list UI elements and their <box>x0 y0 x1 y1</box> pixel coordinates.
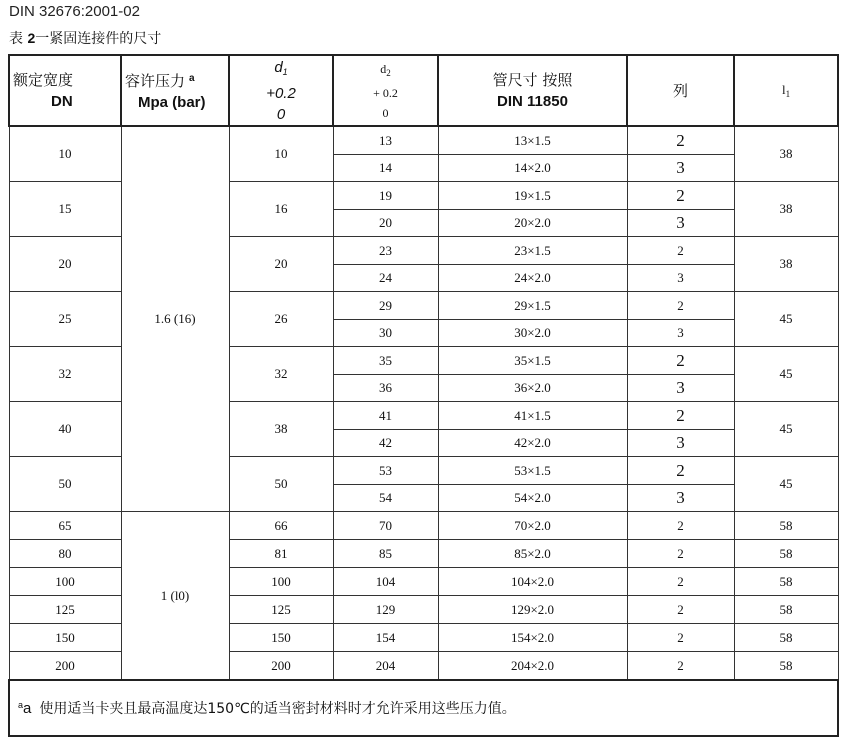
cell-nominal-width: 25 <box>9 292 121 347</box>
cell-d2: 129 <box>333 596 438 624</box>
cell-nominal-width: 32 <box>9 347 121 402</box>
cell-nominal-width: 20 <box>9 237 121 292</box>
cell-series: 3 <box>627 485 734 512</box>
clamp-dimensions-table <box>8 54 839 737</box>
cell-d2: 42 <box>333 430 438 457</box>
header-pipe-size <box>438 55 627 126</box>
cell-series: 3 <box>627 155 734 182</box>
header-dn-label: DN <box>51 92 73 110</box>
cell-d2: 30 <box>333 320 438 347</box>
table-row <box>9 126 838 155</box>
header-l1-subscript: 1 <box>785 89 791 99</box>
cell-series: 2 <box>627 568 734 596</box>
cell-series: 2 <box>627 512 734 540</box>
cell-series: 2 <box>627 624 734 652</box>
cell-pipe-size: 70×2.0 <box>438 512 627 540</box>
cell-pressure: 1 (l0) <box>121 512 229 681</box>
header-nominal-width-label: 额定宽度 <box>13 70 74 89</box>
cell-series: 2 <box>627 596 734 624</box>
footnote-text: 使用适当卡夹且最高温度达150℃的适当密封材料时才允许采用这些压力值。 <box>39 701 516 717</box>
cell-d1: 10 <box>229 126 333 182</box>
header-d1 <box>229 55 333 126</box>
header-d1-symbol: d <box>274 58 283 76</box>
cell-pipe-size: 53×1.5 <box>438 457 627 485</box>
cell-d2: 36 <box>333 375 438 402</box>
cell-d2: 14 <box>333 155 438 182</box>
header-d2-tolerance-minus: 0 <box>382 105 389 120</box>
cell-d1: 26 <box>229 292 333 347</box>
header-pressure-unit: Mpa (bar) <box>138 94 206 111</box>
header-pressure-footnote-marker: a <box>189 73 195 84</box>
cell-series: 2 <box>627 457 734 485</box>
cell-nominal-width: 80 <box>9 540 121 568</box>
cell-pipe-size: 36×2.0 <box>438 375 627 402</box>
cell-d2: 54 <box>333 485 438 512</box>
cell-l1: 38 <box>734 182 838 237</box>
cell-pipe-size: 14×2.0 <box>438 155 627 182</box>
cell-nominal-width: 50 <box>9 457 121 512</box>
cell-pipe-size: 41×1.5 <box>438 402 627 430</box>
cell-pipe-size: 29×1.5 <box>438 292 627 320</box>
cell-d2: 35 <box>333 347 438 375</box>
cell-pressure: 1.6 (16) <box>121 126 229 512</box>
cell-pipe-size: 104×2.0 <box>438 568 627 596</box>
cell-nominal-width: 10 <box>9 126 121 182</box>
cell-d2: 53 <box>333 457 438 485</box>
cell-d1: 16 <box>229 182 333 237</box>
cell-l1: 38 <box>734 126 838 182</box>
cell-series: 2 <box>627 182 734 210</box>
cell-series: 3 <box>627 375 734 402</box>
cell-d1: 50 <box>229 457 333 512</box>
cell-nominal-width: 65 <box>9 512 121 540</box>
header-series: 列 <box>627 55 734 126</box>
header-l1-symbol: l <box>781 82 786 97</box>
table-row <box>9 512 838 540</box>
cell-d1: 200 <box>229 652 333 681</box>
cell-pipe-size: 129×2.0 <box>438 596 627 624</box>
cell-series: 3 <box>627 430 734 457</box>
table-caption <box>9 28 161 48</box>
caption-prefix: 表 <box>9 31 28 47</box>
cell-d2: 19 <box>333 182 438 210</box>
cell-d1: 66 <box>229 512 333 540</box>
cell-nominal-width: 15 <box>9 182 121 237</box>
cell-pipe-size: 30×2.0 <box>438 320 627 347</box>
cell-series: 2 <box>627 652 734 681</box>
header-pipe-size-label: 管尺寸 按照 <box>492 70 573 89</box>
cell-series: 2 <box>627 126 734 155</box>
header-pipe-standard: DIN 11850 <box>497 92 568 110</box>
cell-d2: 41 <box>333 402 438 430</box>
cell-d2: 154 <box>333 624 438 652</box>
footnote <box>9 680 838 736</box>
cell-d1: 100 <box>229 568 333 596</box>
cell-pipe-size: 54×2.0 <box>438 485 627 512</box>
cell-series: 2 <box>627 402 734 430</box>
cell-l1: 58 <box>734 596 838 624</box>
cell-l1: 58 <box>734 652 838 681</box>
cell-nominal-width: 150 <box>9 624 121 652</box>
cell-pipe-size: 35×1.5 <box>438 347 627 375</box>
cell-d1: 81 <box>229 540 333 568</box>
cell-nominal-width: 125 <box>9 596 121 624</box>
cell-d2: 70 <box>333 512 438 540</box>
table-body <box>9 126 838 680</box>
header-nominal-width <box>9 55 121 126</box>
header-d2-symbol: d <box>380 61 387 76</box>
cell-l1: 45 <box>734 347 838 402</box>
header-l1 <box>734 55 838 126</box>
cell-pipe-size: 204×2.0 <box>438 652 627 681</box>
cell-d1: 20 <box>229 237 333 292</box>
cell-pipe-size: 13×1.5 <box>438 126 627 155</box>
cell-d2: 29 <box>333 292 438 320</box>
cell-d1: 32 <box>229 347 333 402</box>
header-d2-subscript: 2 <box>386 67 391 78</box>
cell-d2: 13 <box>333 126 438 155</box>
caption-text: 一紧固连接件的尺寸 <box>35 31 162 47</box>
header-d2-tolerance-plus: + 0.2 <box>373 85 398 100</box>
header-pressure-label: 容许压力 <box>125 72 186 90</box>
cell-series: 2 <box>627 237 734 265</box>
footnote-marker: a <box>23 700 32 717</box>
cell-series: 3 <box>627 320 734 347</box>
cell-d2: 104 <box>333 568 438 596</box>
cell-d2: 20 <box>333 210 438 237</box>
cell-d2: 85 <box>333 540 438 568</box>
cell-l1: 45 <box>734 292 838 347</box>
cell-nominal-width: 100 <box>9 568 121 596</box>
document-reference: DIN 32676:2001-02 <box>9 3 140 20</box>
cell-d2: 24 <box>333 265 438 292</box>
cell-d1: 38 <box>229 402 333 457</box>
header-pressure <box>121 55 229 126</box>
cell-series: 3 <box>627 210 734 237</box>
cell-pipe-size: 42×2.0 <box>438 430 627 457</box>
cell-l1: 45 <box>734 402 838 457</box>
cell-series: 2 <box>627 292 734 320</box>
cell-nominal-width: 200 <box>9 652 121 681</box>
cell-l1: 58 <box>734 512 838 540</box>
cell-l1: 58 <box>734 624 838 652</box>
cell-d2: 204 <box>333 652 438 681</box>
cell-series: 2 <box>627 347 734 375</box>
cell-d2: 23 <box>333 237 438 265</box>
cell-pipe-size: 23×1.5 <box>438 237 627 265</box>
header-d2 <box>333 55 438 126</box>
header-d1-subscript: 1 <box>282 66 288 77</box>
cell-l1: 58 <box>734 568 838 596</box>
header-d1-tolerance-plus: +0.2 <box>266 84 296 102</box>
cell-pipe-size: 19×1.5 <box>438 182 627 210</box>
footnote-superscript: a <box>18 700 24 710</box>
cell-l1: 45 <box>734 457 838 512</box>
cell-pipe-size: 20×2.0 <box>438 210 627 237</box>
header-d1-tolerance-minus: 0 <box>276 105 286 123</box>
caption-number: 2 <box>27 30 36 46</box>
cell-l1: 58 <box>734 540 838 568</box>
cell-pipe-size: 85×2.0 <box>438 540 627 568</box>
cell-series: 2 <box>627 540 734 568</box>
footnote-row <box>9 680 838 736</box>
cell-series: 3 <box>627 265 734 292</box>
cell-l1: 38 <box>734 237 838 292</box>
header-row <box>9 55 838 126</box>
cell-d1: 125 <box>229 596 333 624</box>
cell-d1: 150 <box>229 624 333 652</box>
cell-pipe-size: 24×2.0 <box>438 265 627 292</box>
cell-nominal-width: 40 <box>9 402 121 457</box>
cell-pipe-size: 154×2.0 <box>438 624 627 652</box>
